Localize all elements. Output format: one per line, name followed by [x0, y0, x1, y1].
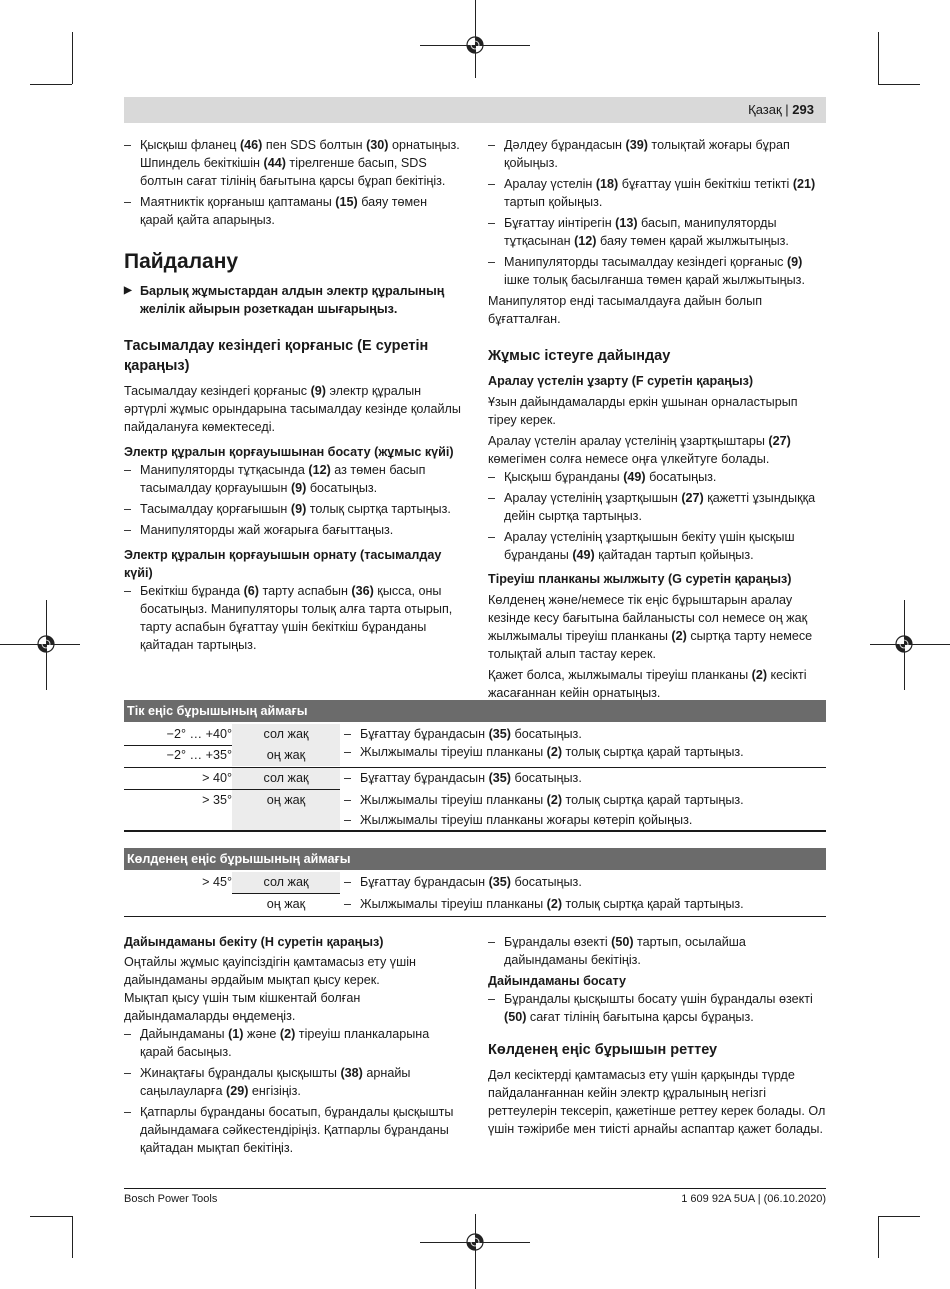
- clamp-p2: Мықтап қысу үшін тым кішкентай болған дайындамаларды өңдемеңіз.: [124, 991, 361, 1023]
- side: сол жақ: [232, 872, 340, 893]
- list-item: – Аралау үстелінің ұзартқышын (27) қажетті ұзындыққа дейін сыртқа тартыңыз.: [488, 489, 828, 525]
- angle-range: > 45°: [202, 875, 232, 889]
- crop-mark: [878, 1216, 879, 1258]
- extend-p1: Ұзын дайындамаларды еркін ұшынан орналастырып тіреу керек.: [488, 395, 798, 427]
- action: – Жылжымалы тіреуіш планканы (2) толық сыртқа қарай тартыңыз.: [342, 742, 826, 763]
- side: оң жақ: [232, 745, 340, 766]
- fence-title: Тіреуіш планканы жылжыту (G суретін қараңыз): [488, 572, 792, 586]
- list-item: – Манипуляторды тасымалдау кезіндегі қорғаныс (9) ішке толық басылғанша төмен қарай жылжытыңыз.: [488, 253, 828, 289]
- table-bottom-rule: [124, 830, 826, 832]
- registration-mark-icon: [465, 35, 485, 55]
- header-language: Қазақ: [748, 102, 782, 117]
- table-row: [124, 745, 826, 766]
- side: оң жақ: [232, 894, 340, 915]
- adjust-title: Көлденең еңіс бұрышын реттеу: [488, 1042, 718, 1058]
- fence-p1: Көлденең және/немесе тік еңіс бұрыштарын аралау кезінде кесу бағытына байланысты сол немесе оң жақ жылжымалы тіреуіш планканы (2) сыртқа тарту немесе толықтай алып тастау керек.: [488, 593, 813, 661]
- side: оң жақ: [232, 790, 340, 830]
- action: – Жылжымалы тіреуіш планканы (2) толық сыртқа қарай тартыңыз.: [342, 894, 826, 915]
- angle-range: −2° … +35°: [166, 748, 232, 762]
- table-bottom-rule: [124, 916, 826, 917]
- side: сол жақ: [232, 768, 340, 789]
- left-column-bottom: [124, 933, 464, 1160]
- release-list: [124, 461, 464, 539]
- fence-p2: Қажет болса, жылжымалы тіреуіш планканы (2) кесікті жасағаннан кейін орнатыңыз.: [488, 668, 807, 700]
- page-number: 293: [792, 102, 814, 117]
- footer-rule: [124, 1188, 826, 1189]
- table-header: Тік еңіс бұрышының аймағы: [124, 700, 826, 722]
- angle-range: > 35°: [202, 793, 232, 807]
- clamp-title: Дайындаманы бекіту (H суретін қараңыз): [124, 935, 384, 949]
- list-item: – Қысқыш бұранданы (49) босатыңыз.: [488, 468, 828, 486]
- adjust-text: Дәл кесіктерді қамтамасыз ету үшін қарқынды түрде пайдаланғаннан кейін электр құралының негізгі реттеулерін тексеріп, қажетінше реттеу керек болады. Ол үшін тәжірибе мен тиісті арнайы аспаптар қажет болады.: [488, 1068, 826, 1136]
- table-row: [124, 790, 826, 830]
- install-list: [124, 582, 464, 654]
- list-item: – Аралау үстелін (18) бұғаттау үшін бекіткіш тетікті (21) тартып қойыңыз.: [488, 175, 828, 211]
- action: – Жылжымалы тіреуіш планканы жоғары көтеріп қойыңыз.: [342, 810, 826, 831]
- workpiece-release-title: Дайындаманы босату: [488, 974, 627, 988]
- right-top-list: [488, 136, 828, 289]
- action: – Жылжымалы тіреуіш планканы (2) толық сыртқа қарай тартыңыз.: [342, 790, 826, 811]
- list-item: – Манипуляторды тұтқасында (12) аз төмен басып тасымалдау қорғауышын (9) босатыңыз.: [124, 461, 464, 497]
- transport-intro: Тасымалдау кезіндегі қорғаныс (9) электр құралын әртүрлі жұмыс орындарына тасымалдау кезінде қолайлы пайдалануға көмектеседі.: [124, 384, 461, 434]
- action: – Бұғаттау бұрандасын (35) босатыңыз.: [342, 724, 826, 745]
- workpiece-release-list: [488, 990, 828, 1026]
- angle-range: > 40°: [202, 771, 232, 785]
- left-top-list: [124, 136, 464, 229]
- crop-mark: [878, 1216, 920, 1217]
- list-item: – Маятниктік қорғаныш қаптаманы (15) баяу төмен қарай қайта апарыңыз.: [124, 193, 464, 229]
- left-column-top: [124, 136, 464, 657]
- table-row: [124, 894, 826, 915]
- registration-mark-icon: [465, 1232, 485, 1252]
- table-row: [124, 872, 826, 893]
- list-item: – Бұғаттау иінтірегін (13) басып, манипуляторды тұтқасынан (12) баяу төмен қарай жылжытыңыз.: [488, 214, 828, 250]
- extend-title: Аралау үстелін ұзарту (F суретін қараңыз): [488, 374, 754, 388]
- clamp-list: [124, 1025, 464, 1157]
- list-item: – Бекіткіш бұранда (6) тарту аспабын (36) қысса, оны босатыңыз. Манипуляторы толық алға тарта отырып, тарту аспабын бұғаттау үшін бекіткіш бұранданы қайтадан тартыңыз.: [124, 582, 464, 654]
- crop-mark: [878, 84, 920, 85]
- extend-p2: Аралау үстелін аралау үстелінің ұзартқыштары (27) көмегімен солға немесе оңға үлкейтуге болады.: [488, 434, 791, 466]
- crop-mark: [72, 32, 73, 84]
- header-text: Қазақ | 293: [748, 102, 814, 117]
- list-item: – Бұрандалы өзекті (50) тартып, осылайша дайындаманы бекітіңіз.: [488, 933, 828, 969]
- registration-mark-icon: [894, 634, 914, 654]
- table-row: [124, 768, 826, 789]
- footer-left: Bosch Power Tools: [124, 1193, 218, 1205]
- crop-mark: [30, 84, 72, 85]
- list-item: – Қатпарлы бұранданы босатып, бұрандалы қысқышты дайындамаға сәйкестендіріңіз. Қатпарлы бұранданы қайтадан мықтап бекітіңіз.: [124, 1103, 464, 1157]
- list-item: – Дәлдеу бұрандасын (39) толықтай жоғары бұрап қойыңыз.: [488, 136, 828, 172]
- release-title: Электр құралын қорғауышынан босату (жұмыс күйі): [124, 445, 454, 459]
- side: сол жақ: [232, 724, 340, 745]
- prep-title: Жұмыс істеуге дайындау: [488, 348, 671, 364]
- crop-mark: [878, 32, 879, 84]
- extend-list: [488, 468, 828, 564]
- clamp-p1: Оңтайлы жұмыс қауіпсіздігін қамтамасыз ету үшін дайындаманы әрдайым мықтап қысу керек.: [124, 955, 416, 987]
- clamp-right-list: [488, 933, 828, 969]
- footer-right: 1 609 92A 5UA | (06.10.2020): [681, 1193, 826, 1205]
- crop-mark: [30, 1216, 72, 1217]
- page-header: [124, 97, 826, 123]
- table-header: Көлденең еңіс бұрышының аймағы: [124, 848, 826, 870]
- transport-title: Тасымалдау кезіндегі қорғаныс (E суретін қараңыз): [124, 338, 429, 374]
- list-item: – Бұрандалы қысқышты босату үшін бұрандалы өзекті (50) сағат тілінің бағытына қарсы бұраңыз.: [488, 990, 828, 1026]
- list-item: – Аралау үстелінің ұзартқышын бекіту үшін қысқыш бұранданы (49) қайтадан тартып қойыңыз.: [488, 528, 828, 564]
- list-item: – Манипуляторды жай жоғарыға бағыттаңыз.: [124, 521, 464, 539]
- bevel-horizontal-table: [124, 848, 826, 918]
- right-column-top: [488, 136, 828, 702]
- bevel-vertical-table: [124, 700, 826, 832]
- list-item: – Тасымалдау қорғағышын (9) толық сыртқа тартыңыз.: [124, 500, 464, 518]
- action: – Бұғаттау бұрандасын (35) босатыңыз.: [342, 768, 826, 789]
- right-top-after: Манипулятор енді тасымалдауға дайын болып бұғатталған.: [488, 294, 763, 326]
- right-column-bottom: [488, 933, 828, 1138]
- install-title: Электр құралын қорғауышын орнату (тасымалдау күйі): [124, 548, 442, 580]
- action: – Бұғаттау бұрандасын (35) босатыңыз.: [342, 872, 826, 893]
- list-item: – Қысқыш фланец (46) пен SDS болтын (30) орнатыңыз. Шпиндель бекіткішін (44) тірелгенше басып, SDS болтын сағат тілінің бағытына қарсы бұрап бекітіңіз.: [124, 136, 464, 190]
- list-item: – Дайындаманы (1) және (2) тіреуіш планкаларына қарай басыңыз.: [124, 1025, 464, 1061]
- crop-mark: [72, 1216, 73, 1258]
- warning-text: ▶ Барлық жұмыстардан алдын электр құралының желілік айырын розеткадан шығарыңыз.: [124, 282, 464, 318]
- angle-range: −2° … +40°: [166, 727, 232, 741]
- section-title-use: Пайдалану: [124, 250, 239, 273]
- registration-mark-icon: [36, 634, 56, 654]
- list-item: – Жинақтағы бұрандалы қысқышты (38) арнайы саңылауларға (29) енгізіңіз.: [124, 1064, 464, 1100]
